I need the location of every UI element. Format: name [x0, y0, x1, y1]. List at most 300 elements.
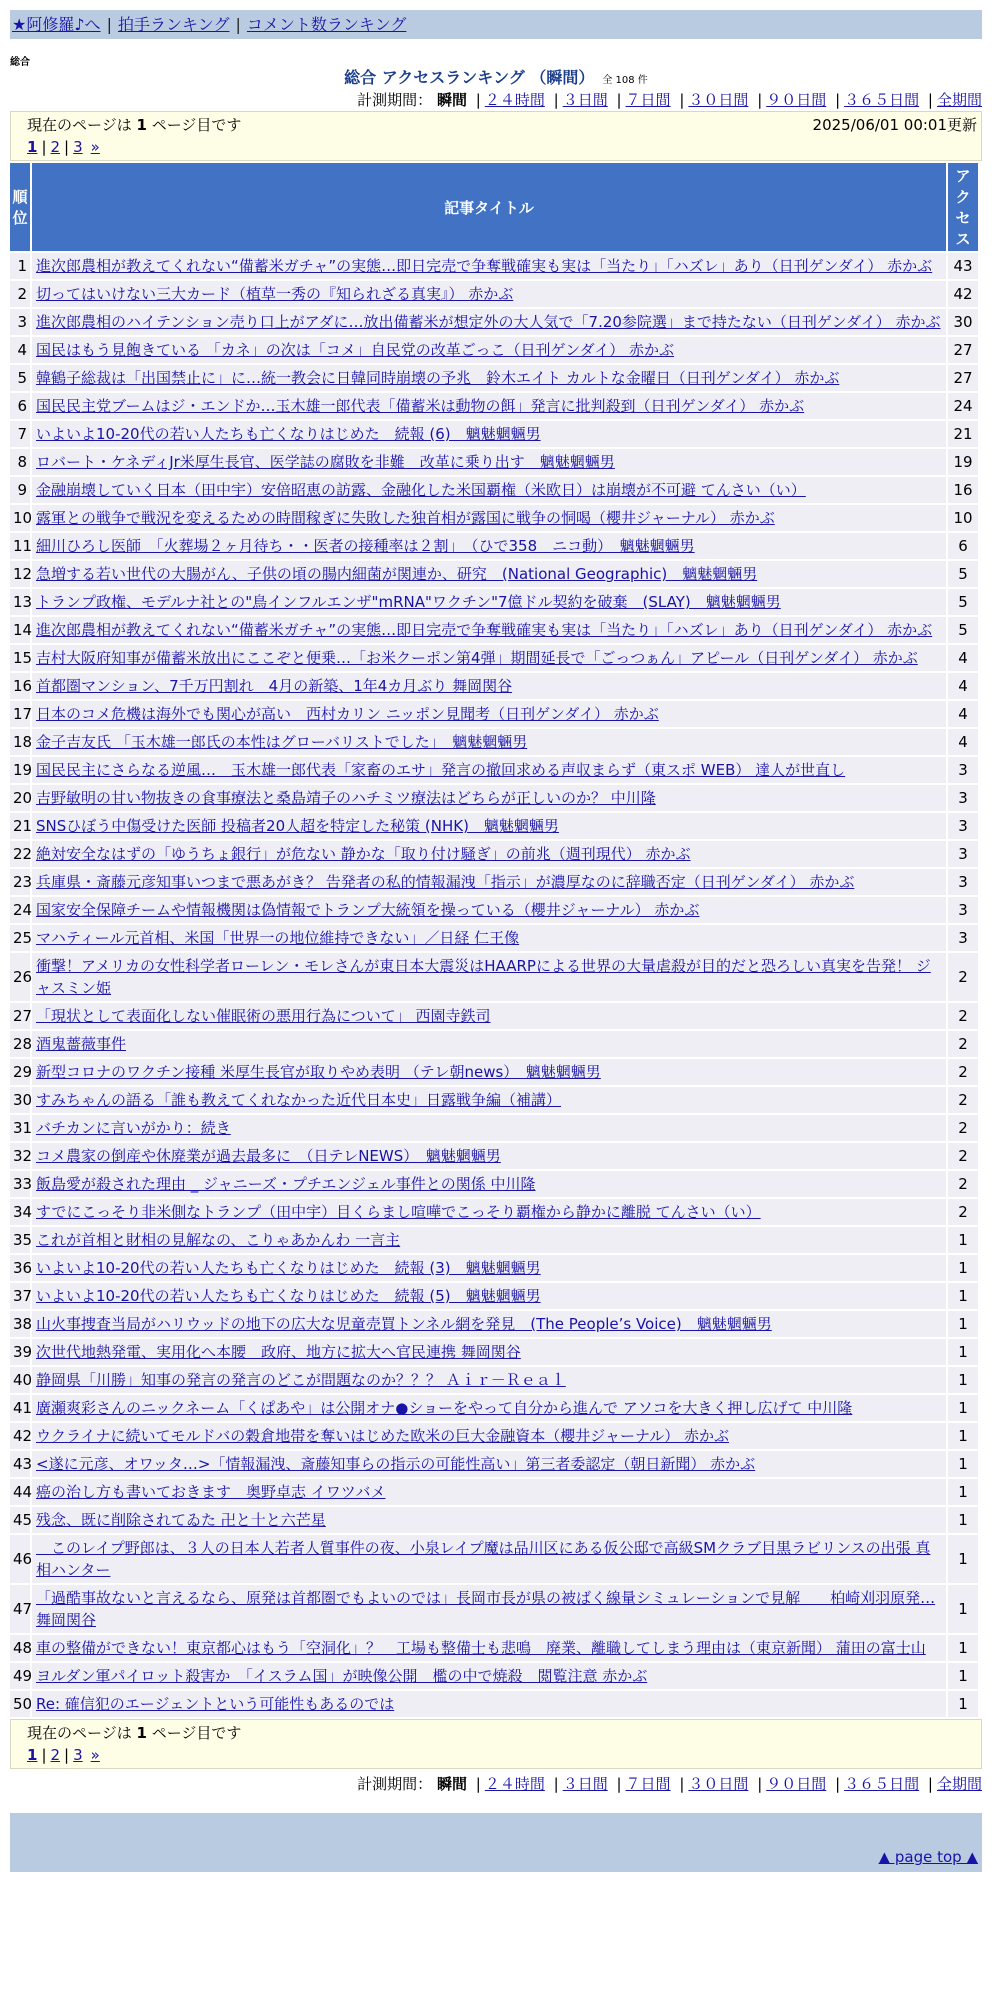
table-row	[10, 1087, 978, 1113]
article-title-link[interactable]: ロバート・ケネディJr米厚生長官、医学誌の腐敗を非難 改革に乗り出す 魑魅魍魎男	[36, 453, 615, 471]
article-title-link[interactable]: 国家安全保障チームや情報機関は偽情報でトランプ大統領を操っている（櫻井ジャーナル） 赤かぶ	[36, 901, 700, 919]
row-access-count: 1	[948, 1395, 978, 1421]
table-row	[10, 701, 978, 727]
row-access-count: 2	[948, 1031, 978, 1057]
table-row	[10, 309, 978, 335]
article-title-link[interactable]: 車の整備ができない！東京都心はもう「空洞化」？ 工場も整備士も悲鳴 廃業、離職してしまう理由は（東京新聞） 蒲田の富士山	[36, 1639, 926, 1657]
table-row	[10, 1283, 978, 1309]
article-title-link[interactable]: Re: 確信犯のエージェントという可能性もあるのでは	[36, 1695, 395, 1713]
row-title-cell	[32, 841, 946, 867]
row-title-cell	[32, 281, 946, 307]
pager-page-3[interactable]: 3	[73, 1746, 83, 1764]
row-rank: 22	[10, 841, 30, 867]
row-access-count: 2	[948, 1087, 978, 1113]
article-title-link[interactable]: 金融崩壊していく日本（田中宇）安倍昭恵の訪露、金融化した米国覇権（米欧日）は崩壊が不可避 てんさい（い）	[36, 481, 806, 499]
table-row	[10, 1535, 978, 1583]
row-access-count: 3	[948, 785, 978, 811]
article-title-link[interactable]: 国民民主党ブームはジ・エンドか…玉木雄一郎代表「備蓄米は動物の餌」発言に批判殺到（日刊ゲンダイ） 赤かぶ	[36, 397, 805, 415]
row-access-count: 2	[948, 1171, 978, 1197]
top-nav	[10, 10, 982, 39]
row-rank: 3	[10, 309, 30, 335]
row-title-cell	[32, 337, 946, 363]
row-title-cell	[32, 1367, 946, 1393]
article-title-link[interactable]: 吉野敏明の甘い物抜きの食事療法と桑島靖子のハチミツ療法はどちらが正しいのか？ 中川隆	[36, 789, 656, 807]
row-title-cell	[32, 561, 946, 587]
row-rank: 17	[10, 701, 30, 727]
row-rank: 25	[10, 925, 30, 951]
table-row	[10, 421, 978, 447]
row-title-cell	[32, 1635, 946, 1661]
row-title-cell	[32, 617, 946, 643]
article-title-link[interactable]: このレイプ野郎は、３人の日本人若者人質事件の夜、小泉レイプ魔は品川区にある仮公邸で高級SMクラブ目黒ラビリンスの出張 真相ハンター	[36, 1539, 931, 1579]
pager-bottom: 1 | 2 | 3 »	[27, 1746, 100, 1764]
article-title-link[interactable]: 癌の治し方も書いておきます 奥野卓志 イワツバメ	[36, 1483, 386, 1501]
row-title-cell	[32, 1585, 946, 1633]
pager-page-2[interactable]: 2	[50, 1746, 61, 1764]
row-title-cell	[32, 925, 946, 951]
row-access-count: 1	[948, 1311, 978, 1337]
row-rank: 50	[10, 1691, 30, 1717]
row-rank: 29	[10, 1059, 30, 1085]
article-title-link[interactable]: 細川ひろし医師 「火葬場２ヶ月待ち・・医者の接種率は２割」 （ひで358 ニコ動） 魑魅魍魎男	[36, 537, 695, 555]
period-7d-link[interactable]: ７日間	[625, 91, 671, 109]
article-title-link[interactable]: いよいよ10-20代の若い人たちも亡くなりはじめた 続報 (3) 魑魅魍魎男	[36, 1259, 541, 1277]
row-title-cell	[32, 1171, 946, 1197]
row-rank: 34	[10, 1199, 30, 1225]
ranking-table-body	[10, 253, 978, 1717]
article-title-link[interactable]: 国民はもう見飽きている 「カネ」の次は「コメ」自民党の改革ごっこ（日刊ゲンダイ） 赤かぶ	[36, 341, 675, 359]
nav-separator: |	[235, 15, 241, 34]
row-access-count: 1	[948, 1367, 978, 1393]
row-access-count: 1	[948, 1663, 978, 1689]
article-title-link[interactable]: 飯島愛が殺された理由 _ ジャニーズ・プチエンジェル事件との関係 中川隆	[36, 1175, 536, 1193]
period-24h-link[interactable]: ２４時間	[484, 1775, 545, 1793]
article-title-link[interactable]: マハティール元首相、米国「世界一の地位維持できない」／日経 仁王像	[36, 929, 520, 947]
row-title-cell	[32, 309, 946, 335]
row-rank: 33	[10, 1171, 30, 1197]
page-title: 総合 アクセスランキング （瞬間）	[344, 68, 595, 87]
table-row	[10, 1311, 978, 1337]
page-top-link[interactable]: ▲ page top ▲	[878, 1848, 978, 1866]
row-access-count: 1	[948, 1451, 978, 1477]
table-row	[10, 1003, 978, 1029]
row-access-count: 1	[948, 1635, 978, 1661]
table-row	[10, 1059, 978, 1085]
row-rank: 49	[10, 1663, 30, 1689]
table-row	[10, 925, 978, 951]
row-title-cell	[32, 1691, 946, 1717]
table-row	[10, 1255, 978, 1281]
pager-next[interactable]: »	[90, 1746, 100, 1764]
row-rank: 8	[10, 449, 30, 475]
table-row	[10, 785, 978, 811]
article-title-link[interactable]: 吉村大阪府知事が備蓄米放出にここぞと便乗…「お米クーポン第4弾」期間延長で「ごっつぁん」アピール（日刊ゲンダイ） 赤かぶ	[36, 649, 918, 667]
row-rank: 15	[10, 645, 30, 671]
table-row	[10, 1227, 978, 1253]
article-title-link[interactable]: いよいよ10-20代の若い人たちも亡くなりはじめた 続報 (6) 魑魅魍魎男	[36, 425, 541, 443]
row-rank: 11	[10, 533, 30, 559]
table-row	[10, 533, 978, 559]
table-row	[10, 673, 978, 699]
row-access-count: 1	[948, 1507, 978, 1533]
row-access-count: 16	[948, 477, 978, 503]
row-title-cell	[32, 1507, 946, 1533]
table-row	[10, 281, 978, 307]
row-access-count: 4	[948, 673, 978, 699]
table-row	[10, 1367, 978, 1393]
row-access-count: 2	[948, 1143, 978, 1169]
table-header-row	[10, 163, 978, 251]
row-access-count: 24	[948, 393, 978, 419]
article-title-link[interactable]: <遂に元彦、オワッタ…>「情報漏洩、斎藤知事らの指示の可能性高い」第三者委認定（朝日新聞） 赤かぶ	[36, 1455, 756, 1473]
table-row	[10, 589, 978, 615]
article-title-link[interactable]: 韓鶴子総裁は「出国禁止に」に…統一教会に日韓同時崩壊の予兆 鈴木エイト カルトな金曜日（日刊ゲンダイ） 赤かぶ	[36, 369, 840, 387]
row-rank: 42	[10, 1423, 30, 1449]
row-access-count: 42	[948, 281, 978, 307]
page-info-bottom	[10, 1719, 982, 1769]
row-title-cell	[32, 729, 946, 755]
row-title-cell	[32, 1535, 946, 1583]
row-access-count: 1	[948, 1691, 978, 1717]
row-title-cell	[32, 533, 946, 559]
row-title-cell	[32, 253, 946, 279]
row-rank: 39	[10, 1339, 30, 1365]
table-row	[10, 1143, 978, 1169]
row-access-count: 1	[948, 1283, 978, 1309]
table-row	[10, 813, 978, 839]
article-title-link[interactable]: すみちゃんの語る「誰も教えてくれなかった近代日本史」日露戦争編（補講）	[36, 1091, 562, 1109]
period-365d-link[interactable]: ３６５日間	[844, 91, 920, 109]
period-selector-top: 計測期間： 瞬間 | ２４時間 | ３日間 | ７日間 | ３０日間 | ９０日間 | ３６５日間 | 全期間	[357, 91, 982, 109]
article-title-link[interactable]: 山火事捜査当局がハリウッドの地下の広大な児童売買トンネル網を発見 (The People’s Voice) 魑魅魍魎男	[36, 1315, 772, 1333]
row-rank: 36	[10, 1255, 30, 1281]
pager-page-1[interactable]: 1	[27, 1746, 38, 1764]
row-rank: 13	[10, 589, 30, 615]
row-rank: 23	[10, 869, 30, 895]
period-3d-link[interactable]: ３日間	[562, 91, 608, 109]
article-title-link[interactable]: 日本のコメ危機は海外でも関心が高い 西村カリン ニッポン見聞考（日刊ゲンダイ） 赤かぶ	[36, 705, 659, 723]
row-title-cell	[32, 1311, 946, 1337]
row-access-count: 27	[948, 337, 978, 363]
article-title-link[interactable]: 急増する若い世代の大腸がん、子供の頃の腸内細菌が関連か、研究 (National Geographic) 魑魅魍魎男	[36, 565, 758, 583]
table-row	[10, 365, 978, 391]
row-title-cell	[32, 1227, 946, 1253]
row-access-count: 19	[948, 449, 978, 475]
table-row	[10, 393, 978, 419]
table-row	[10, 1171, 978, 1197]
article-title-link[interactable]: 「過酷事故ないと言えるなら、原発は首都圏でもよいのでは」長岡市長が県の被ばく線量シミュレーションで見解 柏崎刈羽原発… 舞岡関谷	[36, 1589, 936, 1629]
row-access-count: 27	[948, 365, 978, 391]
row-access-count: 2	[948, 1199, 978, 1225]
article-title-link[interactable]: 進次郎農相が教えてくれない“備蓄米ガチャ”の実態…即日完売で争奪戦確実も実は「当たり」「ハズレ」あり（日刊ゲンダイ） 赤かぶ	[36, 257, 933, 275]
row-access-count: 1	[948, 1339, 978, 1365]
period-3d-link[interactable]: ３日間	[562, 1775, 608, 1793]
row-title-cell	[32, 393, 946, 419]
row-access-count: 30	[948, 309, 978, 335]
row-title-cell	[32, 589, 946, 615]
table-row	[10, 953, 978, 1001]
table-row	[10, 477, 978, 503]
table-row	[10, 729, 978, 755]
current-page-text: 現在のページは 1 ページ目です	[27, 116, 242, 134]
col-title-header: 記事タイトル	[32, 163, 946, 251]
article-title-link[interactable]: 国民民主にさらなる逆風… 玉木雄一郎代表「家畜のエサ」発言の撤回求める声収まらず（東スポ WEB） 達人が世直し	[36, 761, 846, 779]
ranking-title-row	[10, 67, 982, 89]
row-access-count: 2	[948, 953, 978, 1001]
table-row	[10, 897, 978, 923]
row-rank: 18	[10, 729, 30, 755]
row-access-count: 43	[948, 253, 978, 279]
row-rank: 9	[10, 477, 30, 503]
row-rank: 16	[10, 673, 30, 699]
ranking-table	[8, 161, 980, 1719]
row-title-cell	[32, 953, 946, 1001]
row-title-cell	[32, 673, 946, 699]
row-access-count: 3	[948, 841, 978, 867]
row-title-cell	[32, 1663, 946, 1689]
row-rank: 10	[10, 505, 30, 531]
row-title-cell	[32, 757, 946, 783]
row-access-count: 1	[948, 1479, 978, 1505]
page-top-row	[10, 1842, 982, 1872]
row-title-cell	[32, 505, 946, 531]
article-title-link[interactable]: 進次郎農相が教えてくれない“備蓄米ガチャ”の実態…即日完売で争奪戦確実も実は「当たり」「ハズレ」あり（日刊ゲンダイ） 赤かぶ	[36, 621, 933, 639]
row-access-count: 4	[948, 729, 978, 755]
total-count: 全 108 件	[602, 75, 648, 86]
footer-bar	[10, 1813, 982, 1842]
row-access-count: 1	[948, 1227, 978, 1253]
article-title-link[interactable]: SNSひぼう中傷受けた医師 投稿者20人超を特定した秘策 (NHK) 魑魅魍魎男	[36, 817, 559, 835]
table-row	[10, 757, 978, 783]
row-title-cell	[32, 813, 946, 839]
row-title-cell	[32, 477, 946, 503]
table-row	[10, 505, 978, 531]
col-access-header: アクセス	[948, 163, 978, 251]
period-all-link[interactable]: 全期間	[936, 91, 982, 109]
article-title-link[interactable]: 「現状として表面化しない催眠術の悪用行為について」 西園寺鉄司	[36, 1007, 491, 1025]
row-access-count: 1	[948, 1535, 978, 1583]
article-title-link[interactable]: 残念、既に削除されてゐた 卍と十と六芒星	[36, 1511, 326, 1529]
row-title-cell	[32, 1395, 946, 1421]
table-row	[10, 561, 978, 587]
pager-top: 1 | 2 | 3 »	[27, 138, 100, 156]
table-row	[10, 449, 978, 475]
article-title-link[interactable]: バチカンに言いがかり：続き	[36, 1119, 231, 1137]
current-page-text: 現在のページは 1 ページ目です	[27, 1724, 242, 1742]
row-rank: 44	[10, 1479, 30, 1505]
row-title-cell	[32, 1199, 946, 1225]
row-title-cell	[32, 869, 946, 895]
row-rank: 46	[10, 1535, 30, 1583]
article-title-link[interactable]: いよいよ10-20代の若い人たちも亡くなりはじめた 続報 (5) 魑魅魍魎男	[36, 1287, 541, 1305]
period-selector-bottom: 計測期間： 瞬間 | ２４時間 | ３日間 | ７日間 | ３０日間 | ９０日間 | ３６５日間 | 全期間	[357, 1775, 982, 1793]
row-access-count: 5	[948, 561, 978, 587]
article-title-link[interactable]: 進次郎農相のハイテンション売り口上がアダに…放出備蓄米が想定外の大人気で「7.20参院選」まで持たない（日刊ゲンダイ） 赤かぶ	[36, 313, 941, 331]
article-title-link[interactable]: 新型コロナのワクチン接種 米厚生長官が取りやめ表明 （テレ朝news） 魑魅魍魎男	[36, 1063, 601, 1081]
table-row	[10, 869, 978, 895]
row-rank: 19	[10, 757, 30, 783]
row-access-count: 3	[948, 869, 978, 895]
table-row	[10, 617, 978, 643]
row-rank: 40	[10, 1367, 30, 1393]
row-rank: 4	[10, 337, 30, 363]
article-title-link[interactable]: 静岡県「川勝」知事の発言の発言のどこが問題なのか？？？ Ａｉｒ－Ｒｅａｌ	[36, 1371, 566, 1389]
row-rank: 30	[10, 1087, 30, 1113]
period-label: 計測期間：	[357, 91, 433, 109]
table-row	[10, 1691, 978, 1717]
period-all-link[interactable]: 全期間	[936, 1775, 982, 1793]
home-link[interactable]: ★阿修羅♪へ	[12, 15, 101, 34]
row-rank: 47	[10, 1585, 30, 1633]
period-90d-link[interactable]: ９０日間	[766, 91, 827, 109]
row-title-cell	[32, 1059, 946, 1085]
period-7d-link[interactable]: ７日間	[625, 1775, 671, 1793]
row-rank: 7	[10, 421, 30, 447]
row-title-cell	[32, 449, 946, 475]
article-title-link[interactable]: 切ってはいけない三大カード（植草一秀の『知られざる真実』） 赤かぶ	[36, 285, 514, 303]
row-title-cell	[32, 1143, 946, 1169]
row-title-cell	[32, 1087, 946, 1113]
table-row	[10, 1585, 978, 1633]
article-title-link[interactable]: 露軍との戦争で戦況を変えるための時間稼ぎに失敗した独首相が露国に戦争の恫喝（櫻井ジャーナル） 赤かぶ	[36, 509, 775, 527]
row-rank: 48	[10, 1635, 30, 1661]
period-current: 瞬間	[436, 91, 467, 109]
table-row	[10, 1635, 978, 1661]
page-info-top	[10, 111, 982, 161]
row-access-count: 1	[948, 1585, 978, 1633]
row-access-count: 2	[948, 1115, 978, 1141]
row-rank: 2	[10, 281, 30, 307]
row-access-count: 4	[948, 645, 978, 671]
row-access-count: 1	[948, 1255, 978, 1281]
row-access-count: 2	[948, 1059, 978, 1085]
row-rank: 1	[10, 253, 30, 279]
row-access-count: 21	[948, 421, 978, 447]
article-title-link[interactable]: すでにこっそり非米側なトランプ（田中宇）目くらまし喧嘩でこっそり覇権から静かに離脱 てんさい（い）	[36, 1203, 761, 1221]
article-title-link[interactable]: 金子吉友氏 「玉木雄一郎氏の本性はグローバリストでした」 魑魅魍魎男	[36, 733, 528, 751]
row-title-cell	[32, 701, 946, 727]
article-title-link[interactable]: ヨルダン軍パイロット殺害か 「イスラム国」が映像公開 檻の中で焼殺 閲覧注意 赤かぶ	[36, 1667, 648, 1685]
row-rank: 27	[10, 1003, 30, 1029]
row-access-count: 3	[948, 925, 978, 951]
row-rank: 28	[10, 1031, 30, 1057]
table-row	[10, 1031, 978, 1057]
article-title-link[interactable]: これが首相と財相の見解なの、こりゃあかんわ 一言主	[36, 1231, 401, 1249]
row-access-count: 4	[948, 701, 978, 727]
row-title-cell	[32, 1115, 946, 1141]
article-title-link[interactable]: 絶対安全なはずの「ゆうちょ銀行」が危ない 静かな「取り付け騒ぎ」の前兆（週刊現代） 赤かぶ	[36, 845, 691, 863]
row-access-count: 2	[948, 1003, 978, 1029]
table-row	[10, 1451, 978, 1477]
table-row	[10, 1663, 978, 1689]
article-title-link[interactable]: 次世代地熱発電、実用化へ本腰 政府、地方に拡大へ官民連携 舞岡関谷	[36, 1343, 521, 1361]
row-title-cell	[32, 785, 946, 811]
updated-timestamp: 2025/06/01 00:01更新	[812, 116, 977, 134]
pager-page-2[interactable]: 2	[50, 138, 61, 156]
row-title-cell	[32, 421, 946, 447]
period-90d-link[interactable]: ９０日間	[766, 1775, 827, 1793]
comment-ranking-link[interactable]: コメント数ランキング	[246, 15, 407, 34]
row-title-cell	[32, 1031, 946, 1057]
row-access-count: 10	[948, 505, 978, 531]
row-rank: 6	[10, 393, 30, 419]
article-title-link[interactable]: 酒鬼薔薇事件	[36, 1035, 127, 1053]
article-title-link[interactable]: 衝撃！アメリカの女性科学者ローレン・モレさんが東日本大震災はHAARPによる世界の大量虐殺が目的だと恐ろしい真実を告発！ ジャスミン姫	[36, 957, 931, 997]
table-row	[10, 1479, 978, 1505]
row-title-cell	[32, 1003, 946, 1029]
row-title-cell	[32, 1423, 946, 1449]
row-rank: 12	[10, 561, 30, 587]
row-rank: 38	[10, 1311, 30, 1337]
pager-page-1[interactable]: 1	[27, 138, 38, 156]
row-access-count: 5	[948, 617, 978, 643]
row-access-count: 6	[948, 533, 978, 559]
row-title-cell	[32, 645, 946, 671]
article-title-link[interactable]: 廣瀬爽彩さんのニックネーム「くぱあや」は公開オナ●ショーをやって自分から進んで アソコを大きく押し広げて 中川隆	[36, 1399, 853, 1417]
row-rank: 43	[10, 1451, 30, 1477]
table-row	[10, 1507, 978, 1533]
row-rank: 20	[10, 785, 30, 811]
period-current: 瞬間	[436, 1775, 467, 1793]
period-365d-link[interactable]: ３６５日間	[844, 1775, 920, 1793]
row-rank: 5	[10, 365, 30, 391]
row-access-count: 3	[948, 897, 978, 923]
period-30d-link[interactable]: ３０日間	[688, 1775, 749, 1793]
article-title-link[interactable]: トランプ政権、モデルナ社との"鳥インフルエンザ"mRNA"ワクチン"7億ドル契約を破棄 (SLAY) 魑魅魍魎男	[36, 593, 781, 611]
row-rank: 14	[10, 617, 30, 643]
nav-separator: |	[106, 15, 112, 34]
table-row	[10, 841, 978, 867]
article-title-link[interactable]: 首都圏マンション、7千万円割れ 4月の新築、1年4カ月ぶり 舞岡関谷	[36, 677, 513, 695]
row-rank: 26	[10, 953, 30, 1001]
row-title-cell	[32, 1283, 946, 1309]
col-rank-header: 順位	[10, 163, 30, 251]
article-title-link[interactable]: ウクライナに続いてモルドバの穀倉地帯を奪いはじめた欧米の巨大金融資本（櫻井ジャーナル） 赤かぶ	[36, 1427, 729, 1445]
row-rank: 24	[10, 897, 30, 923]
article-title-link[interactable]: コメ農家の倒産や休廃業が過去最多に （日テレNEWS） 魑魅魍魎男	[36, 1147, 501, 1165]
period-24h-link[interactable]: ２４時間	[484, 91, 545, 109]
row-title-cell	[32, 1451, 946, 1477]
row-rank: 41	[10, 1395, 30, 1421]
row-title-cell	[32, 1339, 946, 1365]
table-row	[10, 253, 978, 279]
row-rank: 45	[10, 1507, 30, 1533]
table-row	[10, 1395, 978, 1421]
row-rank: 37	[10, 1283, 30, 1309]
row-title-cell	[32, 1255, 946, 1281]
row-access-count: 3	[948, 813, 978, 839]
row-access-count: 3	[948, 757, 978, 783]
section-tag: 総合	[10, 57, 30, 68]
article-title-link[interactable]: 兵庫県・斎藤元彦知事いつまで悪あがき？ 告発者の私的情報漏洩「指示」が濃厚なのに辞職否定（日刊ゲンダイ） 赤かぶ	[36, 873, 855, 891]
table-row	[10, 1339, 978, 1365]
row-title-cell	[32, 897, 946, 923]
pager-next[interactable]: »	[90, 138, 100, 156]
table-row	[10, 645, 978, 671]
row-access-count: 1	[948, 1423, 978, 1449]
row-rank: 35	[10, 1227, 30, 1253]
table-row	[10, 1423, 978, 1449]
row-title-cell	[32, 1479, 946, 1505]
row-rank: 21	[10, 813, 30, 839]
row-rank: 32	[10, 1143, 30, 1169]
row-title-cell	[32, 365, 946, 391]
table-row	[10, 1115, 978, 1141]
period-30d-link[interactable]: ３０日間	[688, 91, 749, 109]
period-label: 計測期間：	[357, 1775, 433, 1793]
clap-ranking-link[interactable]: 拍手ランキング	[117, 15, 230, 34]
pager-page-3[interactable]: 3	[73, 138, 83, 156]
